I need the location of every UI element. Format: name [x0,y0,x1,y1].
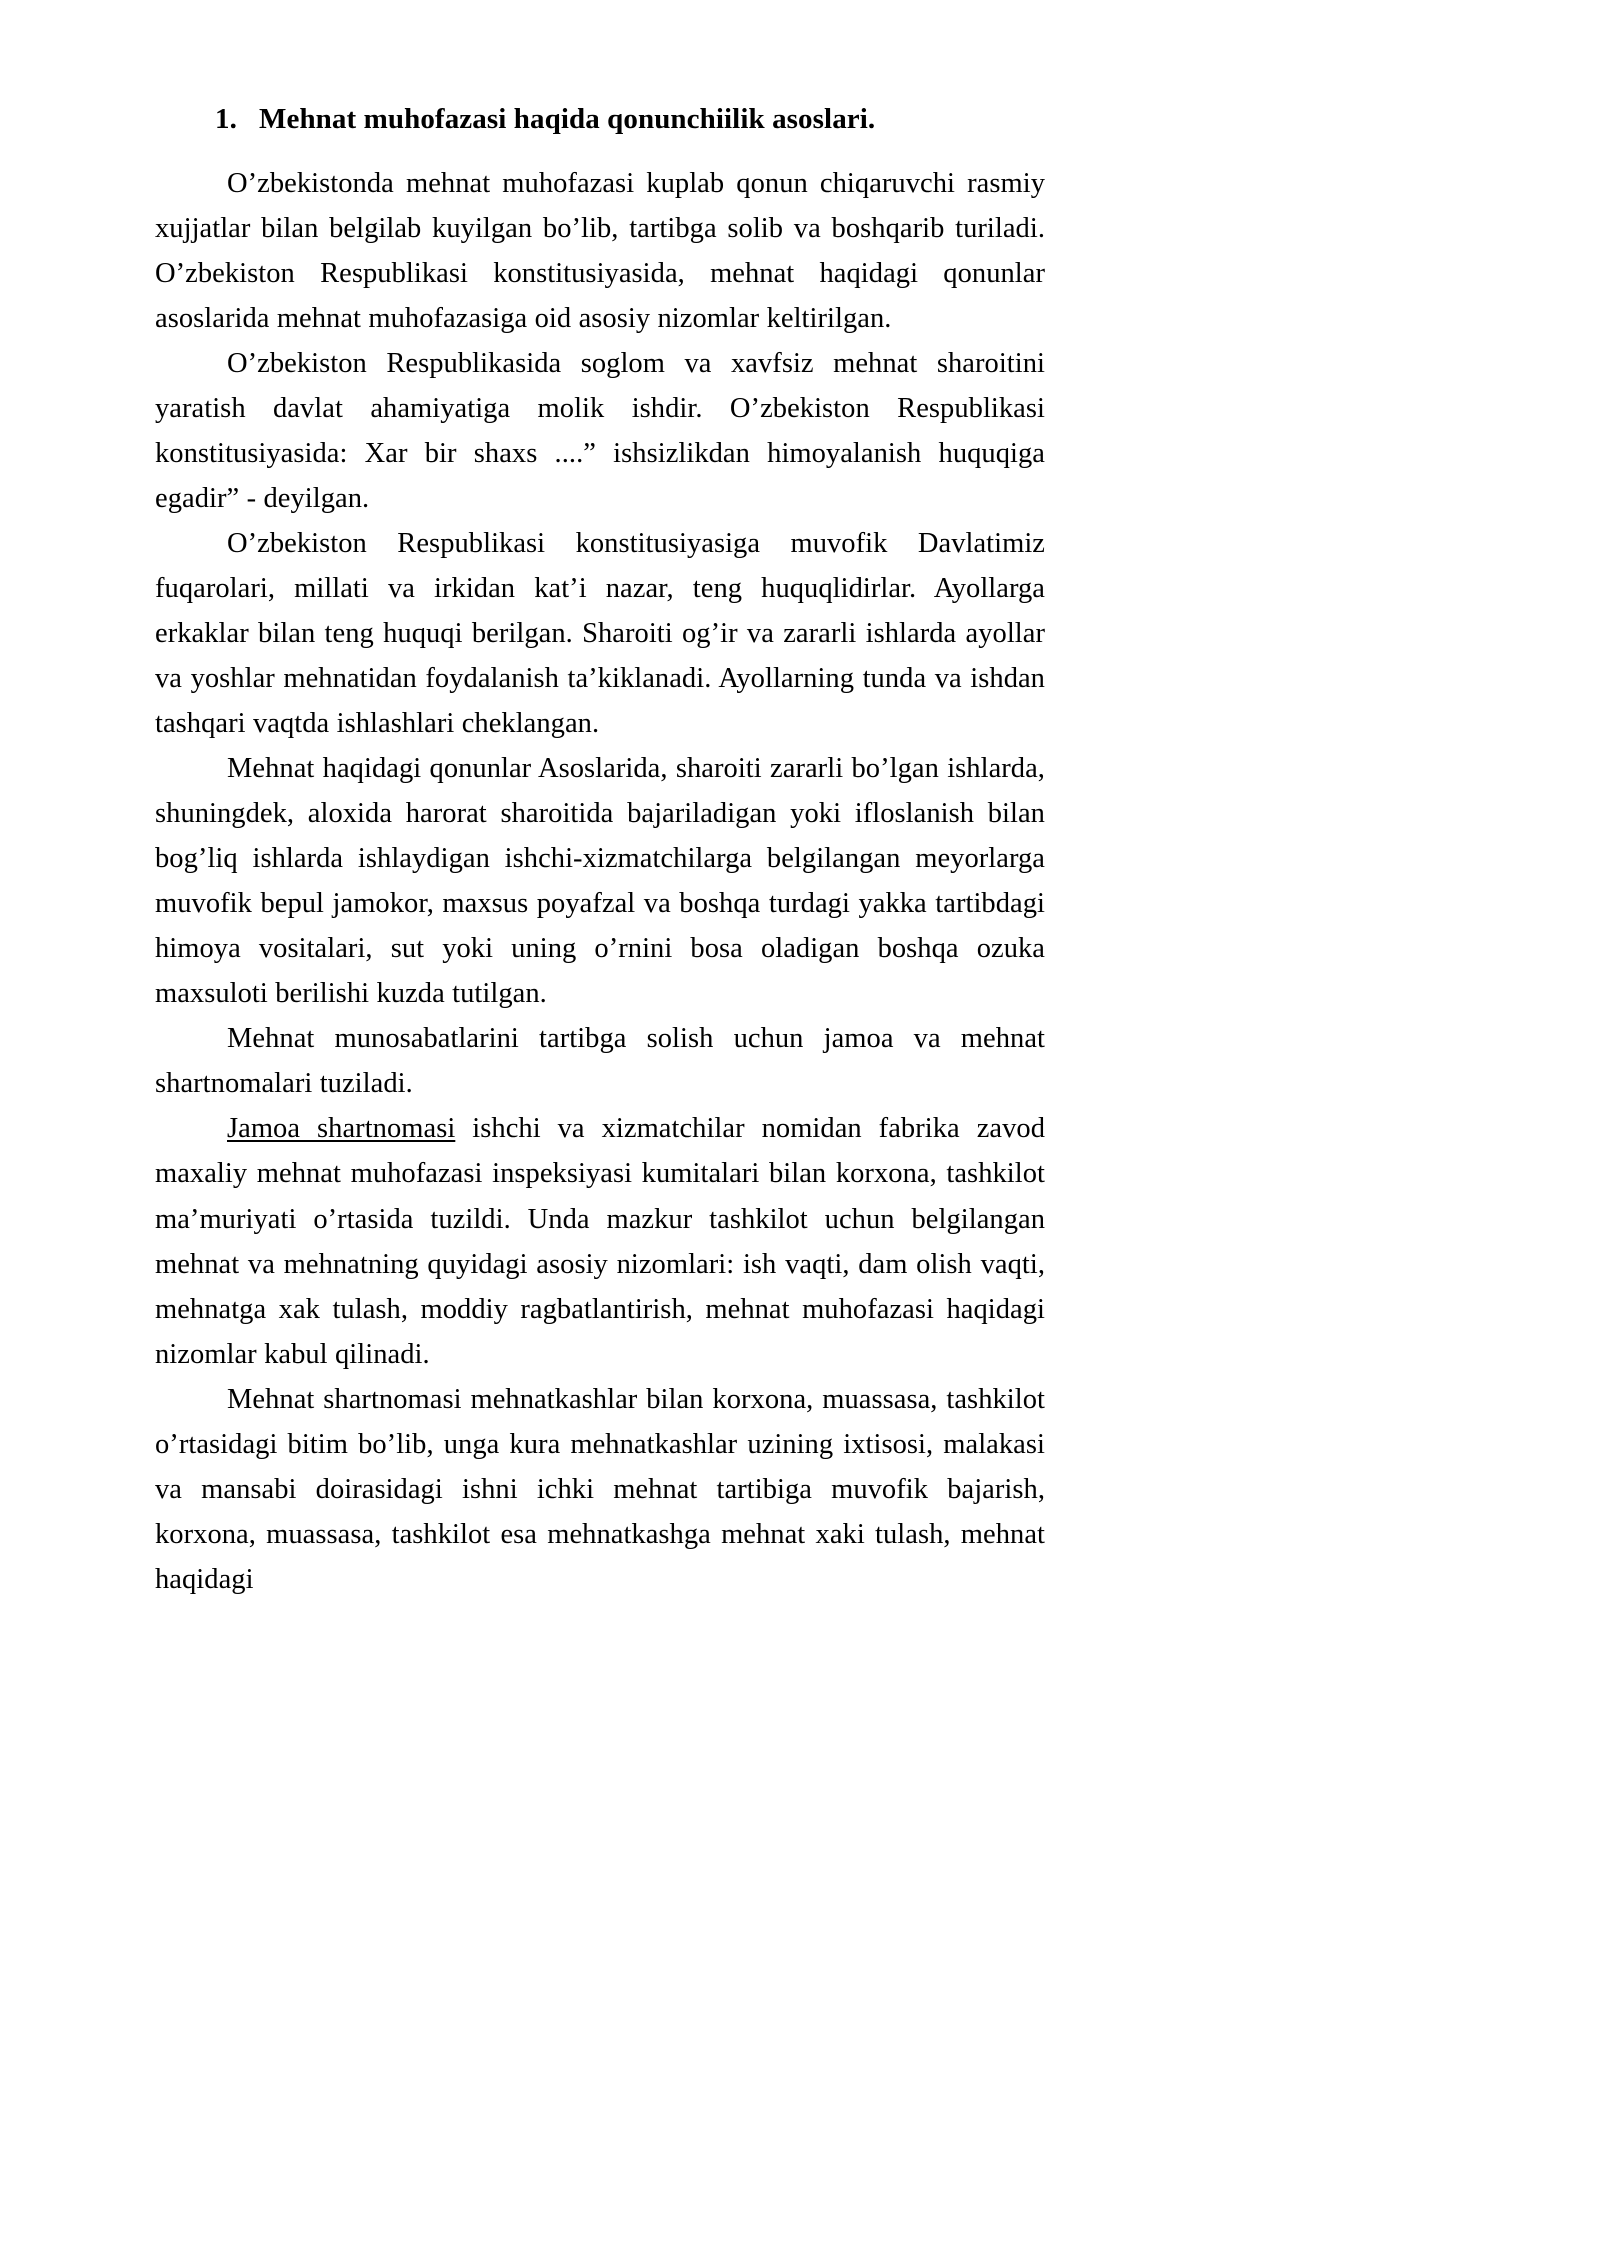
paragraph-2: O’zbekiston Respublikasida soglom va xavfsiz mehnat sharoitini yaratish davlat ahamiyatiga molik ishdir. O’zbekiston Respublikasi konstitusiyasida: Xar bir shaxs ....” ishsizlikdan himoyalanish huquqiga egadir” - deyilgan. [155,348,1045,515]
paragraph-5: Mehnat munosabatlarini tartibga solish uchun jamoa va mehnat shartnomalari tuziladi. [155,1023,1045,1100]
document-content [155,100,1045,1602]
paragraph-3: O’zbekiston Respublikasi konstitusiyasiga muvofik Davlatimiz fuqarolari, millati va irkidan kat’i nazar, teng huquqlidirlar. Ayollarga erkaklar bilan teng huquqi berilgan. Sharoiti og’ir va zararli ishlarda ayollar va yoshlar mehnatidan foydalanish ta’kiklanadi. Ayollarning tunda va ishdan tashqari vaqtda ishlashlari cheklangan. [155,528,1045,740]
paragraph-6-body: ishchi va xizmatchilar nomidan fabrika zavod maxaliy mehnat muhofazasi inspeksiyasi kumitalari bilan korxona, tashkilot ma’muriyati o’rtasida tuzildi. Unda mazkur tashkilot uchun belgilangan mehnat va mehnatning quyidagi asosiy nizomlari: ish vaqti, dam olish vaqti, mehnatga xak tulash, moddiy ragbatlantirish, mehnat muhofazasi haqidagi nizomlar kabul qilinadi. [155,1113,1045,1370]
heading-text: Mehnat muhofazasi haqida qonunchiilik asoslari. [259,103,876,135]
paragraph-6 [155,1106,1045,1376]
paragraph-7: Mehnat shartnomasi mehnatkashlar bilan korxona, muassasa, tashkilot o’rtasidagi bitim bo’lib, unga kura mehnatkashlar uzining ixtisosi, malakasi va mansabi doirasidagi ishni ichki mehnat tartibiga muvofik bajarish, korxona, muassasa, tashkilot esa mehnatkashga mehnat xaki tulash, mehnat haqidagi [155,1383,1045,1595]
page-title [155,100,1045,139]
heading-number: 1. [215,103,237,135]
jamoa-shartnomasi-term: Jamoa shartnomasi [227,1113,456,1145]
paragraph-1: O’zbekistonda mehnat muhofazasi kuplab qonun chiqaruvchi rasmiy xujjatlar bilan belgilab kuyilgan bo’lib, tartibga solib va boshqarib turiladi. O’zbekiston Respublikasi konstitusiyasida, mehnat haqidagi qonunlar asoslarida mehnat muhofazasiga oid asosiy nizomlar keltirilgan. [155,168,1045,335]
paragraph-4: Mehnat haqidagi qonunlar Asoslarida, sharoiti zararli bo’lgan ishlarda, shuningdek, aloxida harorat sharoitida bajariladigan yoki ifloslanish bilan bog’liq ishlarda ishlaydigan ishchi-xizmatchilarga belgilangan meyorlarga muvofik bepul jamokor, maxsus poyafzal va boshqa turdagi yakka tartibdagi himoya vositalari, sut yoki uning o’rnini bosa oladigan boshqa ozuka maxsuloti berilishi kuzda tutilgan. [155,753,1045,1010]
